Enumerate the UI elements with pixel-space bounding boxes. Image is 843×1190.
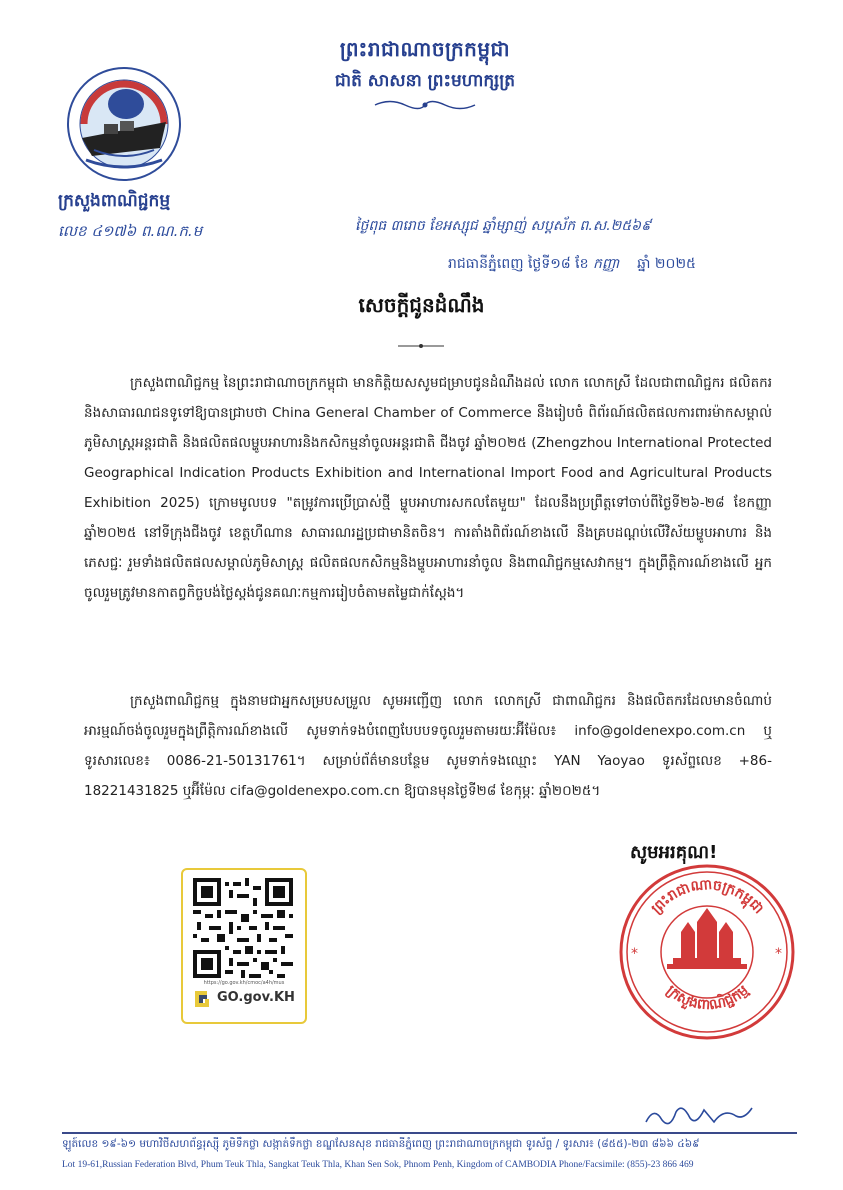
body-paragraph-2-text: ក្រសួងពាណិជ្ជកម្ម ក្នុងនាមជាអ្នកសម្របសម្រួល សូមអញ្ជើញ លោក លោកស្រី ជាពាណិជ្ជករ និងផលិតករដែលមានចំណាប់អារម្មណ៍ចង់ចូលរួមក្នុងព្រឹត្តិការណ៍ខាងលើ សូមទាក់ទងបំពេញបែបបទចូលរួមតាមរយៈអ៊ីម៉ែល៖ info@goldenexpo.com.cn ឬ ទូរសារលេខ៖ 0086-21-50131761។ សម្រាប់ព័ត៌មានបន្ថែម សូមទាក់ទងឈ្មោះ YAN Yaoyao ទូរស័ព្ទលេខ +86-18221431825 ឬអ៊ីម៉ែល cifa@goldenexpo.com.cn ឱ្យបានមុនថ្ងៃទី២៨ ខែកុម្ភៈ ឆ្នាំ២០២៥។ [84,693,772,799]
reference-number: លេខ ៤១៧៦ ព.ណ.ក.ម [58,222,203,240]
lunar-date: ថ្ងៃពុធ ៣រោច ខែអស្សុជ ឆ្នាំម្សាញ់ សប្តស័ក ព.ស.២៥៦៩ [355,218,651,234]
kingdom-heading: ព្រះរាជាណាចក្រកម្ពុជា [339,37,511,61]
solar-date [448,254,808,275]
solar-date-prefix: រាជធានីភ្នំពេញ ថ្ងៃទី១៨ ខែ [448,256,589,272]
qr-url[interactable]: https://go.gov.kh/cmoc/a4h/mus [203,980,285,986]
seal-top-text: ព្រះរាជាណាចក្រកម្ពុជា [648,876,767,918]
svg-text:ក្រសួងពាណិជ្ជកម្ម [663,982,752,1013]
qr-code[interactable] [193,878,293,978]
closing-thanks: សូមអរគុណ! [630,842,718,863]
go-gov-kh-brand: GO.gov.KH [217,990,295,1005]
qr-verification-card[interactable] [181,868,307,1024]
ministry-logo [64,64,184,184]
solar-date-month: កញ្ញា [592,256,620,272]
footer-divider [62,1132,797,1134]
title-ornament [396,338,446,352]
body-paragraph-1-text: ក្រសួងពាណិជ្ជកម្ម នៃព្រះរាជាណាចក្រកម្ពុជា មានកិត្តិយសសូមជម្រាបជូនដំណឹងដល់ លោក លោកស្រី ដែលជាពាណិជ្ជករ ផលិតករ និងសាធារណជនទូទៅឱ្យបានជ្រាបថា China General Chamber of Commerce នឹងរៀបចំ ពិព័រណ៍ផលិតផលការពារម៉ាកសម្គាល់ភូមិសាស្ត្រអន្តរជាតិ និងផលិតផលម្ហូបអាហារនិងកសិកម្មនាំចូលអន្តរជាតិ ជីងចូវ ឆ្នាំ២០២៥ (Zhengzhou International Protected Geographical Indication Products Exhibition and International Import Food and Agricultural Products Exhibition 2025) ក្រោមមូលបទ "តម្រូវការប្រើប្រាស់ថ្មី ម្ហូបអាហារសកលតែមួយ" ដែលនឹងប្រព្រឹត្តទៅចាប់ពីថ្ងៃទី២៦-២៨ ខែកញ្ញា ឆ្នាំ២០២៥ នៅទីក្រុងជីងចូវ ខេត្តហឺណាន សាធារណរដ្ឋប្រជាមានិតចិន។ ការតាំងពិព័រណ៍ខាងលើ នឹងគ្របដណ្តប់លើវិស័យម្ហូបអាហារ និងភេសជ្ជៈ រួមទាំងផលិតផលសម្គាល់ភូមិសាស្ត្រ ផលិតផលកសិកម្មនិងម្ហូបអាហារនាំចូល និងពាណិជ្ជកម្មសេវាកម្ម។ ក្នុងព្រឹត្តិការណ៍ខាងលើ អ្នកចូលរួមត្រូវមានកាតព្វកិច្ចបង់ថ្លៃស្តង់ជូនគណៈកម្មការរៀបចំតាមតម្លៃជាក់ស្តែង។ [84,375,772,601]
seal-bottom-text: ក្រសួងពាណិជ្ជកម្ម [663,982,752,1014]
ministry-name: ក្រសួងពាណិជ្ជកម្ម [58,191,171,211]
notice-title: សេចក្តីជូនដំណឹង [358,293,485,317]
go-gov-kh-logo-icon [193,988,213,1010]
body-paragraph-2 [84,686,772,806]
footer-address-english: Lot 19-61,Russian Federation Blvd, Phum Teuk Thla, Sangkat Teuk Thla, Khan Sen Sok, Phnom Penh, Kingdom of CAMBODIA Phone/Facsimile: (855)-23 866 469 [62,1160,694,1170]
national-motto: ជាតិ សាសនា ព្រះមហាក្សត្រ [334,71,516,91]
angkor-temple-icon [667,908,747,969]
ornament-divider [370,98,480,116]
footer-address-khmer: ឡូត៍លេខ ១៩-៦១ មហាវិថីសហព័ន្ធរុស្ស៊ី ភូមិទឹកថ្លា សង្កាត់ទឹកថ្លា ខណ្ឌសែនសុខ រាជធានីភ្នំពេញ ព្រះរាជាណាចក្រកម្ពុជា ទូរស័ព្ទ / ទូរសារ៖ (៨៥៥)-២៣ ៨៦៦ ៤៦៩ [62,1138,700,1150]
svg-text:*: * [775,946,782,962]
official-seal [615,860,800,1045]
svg-text:*: * [631,946,638,962]
solar-date-year: ឆ្នាំ ២០២៥ [637,256,696,272]
body-paragraph-1 [84,368,772,608]
signature [640,1100,770,1130]
